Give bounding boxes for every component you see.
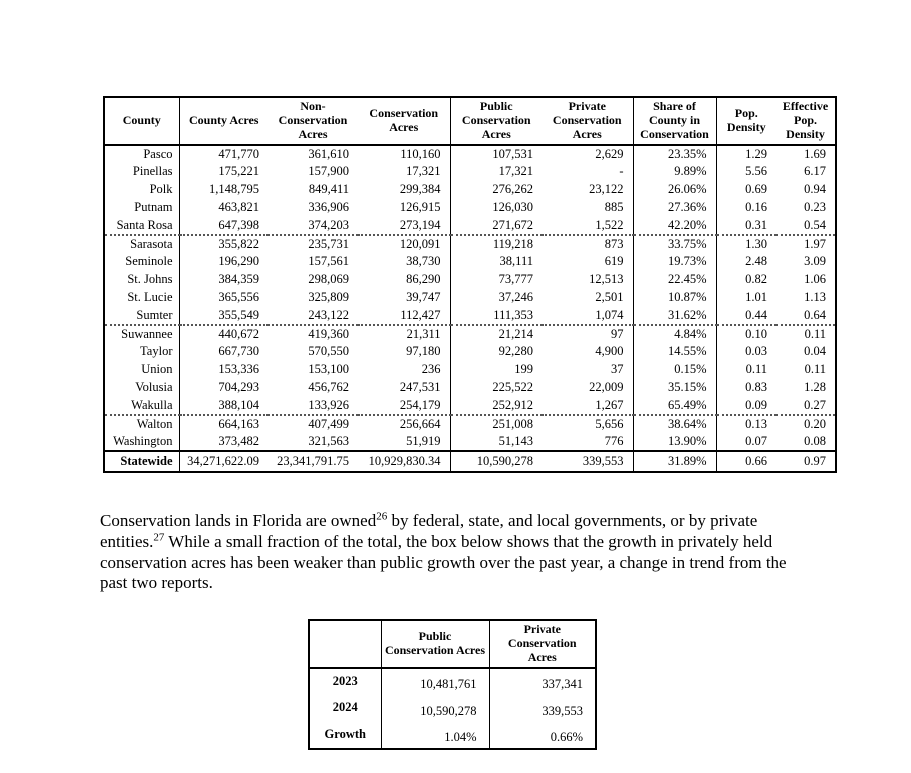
value-cell: 13.90%	[633, 433, 716, 451]
footnote-ref-26: 26	[376, 510, 388, 523]
table-row	[104, 163, 836, 181]
value-cell: 384,359	[218, 272, 259, 287]
value-cell: 276,262	[492, 182, 533, 197]
value-cell: 1.29	[745, 146, 767, 161]
value-cell: 14.55%	[633, 343, 716, 361]
value-cell: 388,104	[218, 397, 259, 412]
value-cell: 339,553	[542, 703, 583, 718]
value-cell: 664,163	[179, 415, 268, 433]
value-cell: 157,900	[308, 164, 349, 179]
value-cell: 0.66%	[550, 729, 583, 744]
value-cell: 1.04%	[381, 722, 489, 749]
county-cell: Putnam	[104, 199, 179, 217]
value-cell: 153,336	[218, 362, 259, 377]
value-cell: 21,214	[450, 325, 542, 343]
value-cell: 440,672	[179, 325, 268, 343]
table-row	[104, 235, 836, 253]
value-cell: 419,360	[268, 325, 358, 343]
value-cell: 2,501	[542, 289, 633, 307]
value-cell: 251,008	[450, 415, 542, 433]
column-header-private-conservation: Private Conservation Acres	[542, 97, 633, 145]
value-cell: 19.73%	[633, 253, 716, 271]
value-cell: 42.20%	[633, 217, 716, 235]
value-cell: 885	[542, 199, 633, 217]
value-cell: 1,074	[542, 307, 633, 325]
value-cell: 0.31	[745, 217, 767, 232]
value-cell: 235,731	[268, 235, 358, 253]
value-cell: 10,590,278	[450, 451, 542, 472]
paragraph-text: While a small fraction of the total, the box below shows that the growth in privately held conservation acres has been weaker than public growth over the past year, a change in trend from the past two reports.	[100, 531, 787, 593]
value-cell: 619	[542, 253, 633, 271]
value-cell: 256,664	[358, 415, 450, 433]
value-cell: 1,148,795	[209, 182, 259, 197]
value-cell: 336,906	[308, 200, 349, 215]
value-cell: 0.11	[776, 325, 836, 343]
county-cell: Statewide	[104, 451, 179, 472]
county-cell: Wakulla	[104, 397, 179, 415]
table-row	[104, 451, 836, 472]
value-cell: 196,290	[218, 254, 259, 269]
value-cell: 2,629	[542, 145, 633, 163]
value-cell: 0.69	[745, 182, 767, 197]
value-cell: 273,194	[358, 217, 450, 235]
value-cell: 23.35%	[633, 145, 716, 163]
value-cell: 4.84%	[633, 325, 716, 343]
county-cell: Pinellas	[104, 163, 179, 181]
value-cell: 22.45%	[633, 271, 716, 289]
value-cell: 10.87%	[633, 289, 716, 307]
value-cell: 236	[358, 361, 450, 379]
value-cell: 10,929,830.34	[358, 451, 450, 472]
column-header-conservation-acres: Conservation Acres	[358, 97, 450, 145]
column-header-share-of-county: Share of County in Conservation	[633, 97, 716, 145]
value-cell: 5.56	[745, 164, 767, 179]
county-cell: Walton	[104, 415, 179, 433]
value-cell: 1.01	[745, 290, 767, 305]
value-cell: 157,561	[308, 254, 349, 269]
value-cell: 337,341	[542, 676, 583, 691]
table-row	[104, 307, 836, 325]
value-cell: 298,069	[308, 272, 349, 287]
table-row	[104, 433, 836, 451]
value-cell: 667,730	[218, 344, 259, 359]
value-cell: 0.94	[804, 182, 826, 197]
value-cell: 271,672	[492, 217, 533, 232]
value-cell: 243,122	[308, 307, 349, 322]
value-cell: 247,531	[358, 379, 450, 397]
table-header-row	[309, 620, 596, 668]
value-cell: 0.97	[776, 451, 836, 472]
value-cell: 647,398	[218, 217, 259, 232]
value-cell: 92,280	[498, 344, 533, 359]
value-cell: -	[542, 163, 633, 181]
table-row	[104, 361, 836, 379]
value-cell: 339,553	[542, 451, 633, 472]
value-cell: 1.28	[804, 380, 826, 395]
column-header-pop-density: Pop. Density	[716, 97, 776, 145]
value-cell: 51,919	[358, 433, 450, 451]
value-cell: 17,321	[358, 163, 450, 181]
value-cell: 0.09	[745, 397, 767, 412]
value-cell: 365,556	[218, 290, 259, 305]
value-cell: 111,353	[493, 307, 533, 322]
value-cell: 38,730	[358, 253, 450, 271]
value-cell: 1.30	[716, 235, 776, 253]
value-cell: 0.10	[716, 325, 776, 343]
value-cell: 0.15%	[633, 361, 716, 379]
value-cell: 33.75%	[633, 235, 716, 253]
table-row	[104, 145, 836, 163]
row-label-2024: 2024	[309, 695, 381, 722]
value-cell: 126,915	[358, 199, 450, 217]
column-header-non-conservation-acres: Non-Conservation Acres	[268, 97, 358, 145]
value-cell: 38,111	[499, 254, 533, 269]
county-conservation-table	[103, 96, 837, 473]
value-cell: 1.97	[776, 235, 836, 253]
value-cell: 38.64%	[633, 415, 716, 433]
value-cell: 704,293	[218, 380, 259, 395]
paragraph	[100, 511, 817, 594]
value-cell: 0.03	[745, 344, 767, 359]
corner-cell	[309, 620, 381, 668]
value-cell: 133,926	[308, 397, 349, 412]
county-cell: Polk	[104, 181, 179, 199]
value-cell: 23,341,791.75	[268, 451, 358, 472]
value-cell: 0.83	[745, 380, 767, 395]
value-cell: 0.54	[804, 217, 826, 232]
table-row	[104, 379, 836, 397]
table-row	[104, 217, 836, 235]
county-cell: Seminole	[104, 253, 179, 271]
value-cell: 321,563	[308, 433, 349, 448]
county-cell: Union	[104, 361, 179, 379]
value-cell: 73,777	[498, 272, 533, 287]
county-cell: St. Lucie	[104, 289, 179, 307]
table-header-row	[104, 97, 836, 145]
row-label-2023: 2023	[309, 668, 381, 695]
value-cell: 2.48	[745, 254, 767, 269]
value-cell: 471,770	[218, 146, 259, 161]
value-cell: 22,009	[542, 379, 633, 397]
county-cell: St. Johns	[104, 271, 179, 289]
value-cell: 97	[542, 325, 633, 343]
value-cell: 776	[542, 433, 633, 451]
value-cell: 6.17	[804, 164, 826, 179]
column-header-county-acres: County Acres	[179, 97, 268, 145]
value-cell: 361,610	[308, 146, 349, 161]
value-cell: 0.13	[716, 415, 776, 433]
value-cell: 9.89%	[633, 163, 716, 181]
value-cell: 849,411	[308, 182, 349, 197]
value-cell: 0.16	[745, 200, 767, 215]
growth-comparison-table	[308, 619, 597, 750]
value-cell: 873	[542, 235, 633, 253]
table-row	[309, 668, 596, 695]
column-header-public-conservation: Public Conservation Acres	[450, 97, 542, 145]
paragraph-text: by federal, state, and local governments, or by private entities.	[100, 511, 758, 551]
value-cell: 153,100	[308, 362, 349, 377]
value-cell: 0.04	[804, 344, 826, 359]
table-row	[309, 695, 596, 722]
value-cell: 26.06%	[633, 181, 716, 199]
value-cell: 51,143	[498, 433, 533, 448]
table-row	[104, 325, 836, 343]
value-cell: 97,180	[358, 343, 450, 361]
value-cell: 120,091	[358, 235, 450, 253]
value-cell: 0.44	[745, 307, 767, 322]
value-cell: 325,809	[308, 290, 349, 305]
column-header-effective-pop-density: Effective Pop. Density	[776, 97, 836, 145]
value-cell: 0.64	[804, 307, 826, 322]
value-cell: 65.49%	[633, 397, 716, 415]
value-cell: 4,900	[542, 343, 633, 361]
column-header-public-conservation: Public Conservation Acres	[381, 620, 489, 668]
table-row	[309, 722, 596, 749]
value-cell: 17,321	[498, 164, 533, 179]
value-cell: 0.07	[745, 433, 767, 448]
value-cell: 112,427	[358, 307, 450, 325]
value-cell: 252,912	[492, 397, 533, 412]
value-cell: 0.11	[804, 362, 826, 377]
value-cell: 10,481,761	[381, 668, 489, 695]
county-cell: Washington	[104, 433, 179, 451]
value-cell: 21,311	[358, 325, 450, 343]
county-cell: Suwannee	[104, 325, 179, 343]
value-cell: 86,290	[358, 271, 450, 289]
value-cell: 31.89%	[633, 451, 716, 472]
value-cell: 299,384	[358, 181, 450, 199]
value-cell: 119,218	[450, 235, 542, 253]
value-cell: 110,160	[358, 145, 450, 163]
value-cell: 254,179	[358, 397, 450, 415]
value-cell: 126,030	[492, 200, 533, 215]
value-cell: 463,821	[218, 200, 259, 215]
value-cell: 456,762	[308, 380, 349, 395]
table-row	[104, 415, 836, 433]
value-cell: 0.11	[745, 362, 767, 377]
column-header-private-conservation: Private Conservation Acres	[489, 620, 596, 668]
value-cell: 374,203	[308, 217, 349, 232]
value-cell: 37,246	[498, 290, 533, 305]
county-cell: Sumter	[104, 307, 179, 325]
value-cell: 0.27	[804, 397, 826, 412]
value-cell: 1.06	[804, 272, 826, 287]
county-cell: Sarasota	[104, 235, 179, 253]
value-cell: 1,267	[542, 397, 633, 415]
value-cell: 0.08	[804, 433, 826, 448]
table-row	[104, 253, 836, 271]
value-cell: 1.13	[804, 290, 826, 305]
county-cell: Santa Rosa	[104, 217, 179, 235]
row-label-growth: Growth	[309, 722, 381, 749]
table-row	[104, 271, 836, 289]
value-cell: 0.20	[776, 415, 836, 433]
value-cell: 31.62%	[633, 307, 716, 325]
value-cell: 175,221	[218, 164, 259, 179]
table-row	[104, 181, 836, 199]
table-row	[104, 397, 836, 415]
value-cell: 107,531	[492, 146, 533, 161]
value-cell: 225,522	[492, 380, 533, 395]
value-cell: 407,499	[268, 415, 358, 433]
value-cell: 355,822	[179, 235, 268, 253]
value-cell: 27.36%	[633, 199, 716, 217]
value-cell: 199	[514, 362, 533, 377]
paragraph-text: Conservation lands in Florida are owned	[100, 511, 377, 530]
value-cell: 0.23	[804, 200, 826, 215]
column-header-county: County	[104, 97, 179, 145]
table-row	[104, 343, 836, 361]
value-cell: 34,271,622.09	[179, 451, 268, 472]
value-cell: 5,656	[542, 415, 633, 433]
value-cell: 35.15%	[633, 379, 716, 397]
value-cell: 23,122	[542, 181, 633, 199]
value-cell: 0.82	[745, 272, 767, 287]
value-cell: 39,747	[358, 289, 450, 307]
value-cell: 1,522	[542, 217, 633, 235]
value-cell: 37	[542, 361, 633, 379]
value-cell: 0.66	[716, 451, 776, 472]
value-cell: 10,590,278	[381, 695, 489, 722]
county-cell: Pasco	[104, 145, 179, 163]
value-cell: 355,549	[218, 307, 259, 322]
table-row	[104, 289, 836, 307]
value-cell: 3.09	[804, 254, 826, 269]
value-cell: 1.69	[804, 146, 826, 161]
table-row	[104, 199, 836, 217]
county-cell: Volusia	[104, 379, 179, 397]
value-cell: 12,513	[542, 271, 633, 289]
value-cell: 570,550	[308, 344, 349, 359]
footnote-ref-27: 27	[153, 531, 165, 544]
value-cell: 373,482	[218, 433, 259, 448]
county-cell: Taylor	[104, 343, 179, 361]
